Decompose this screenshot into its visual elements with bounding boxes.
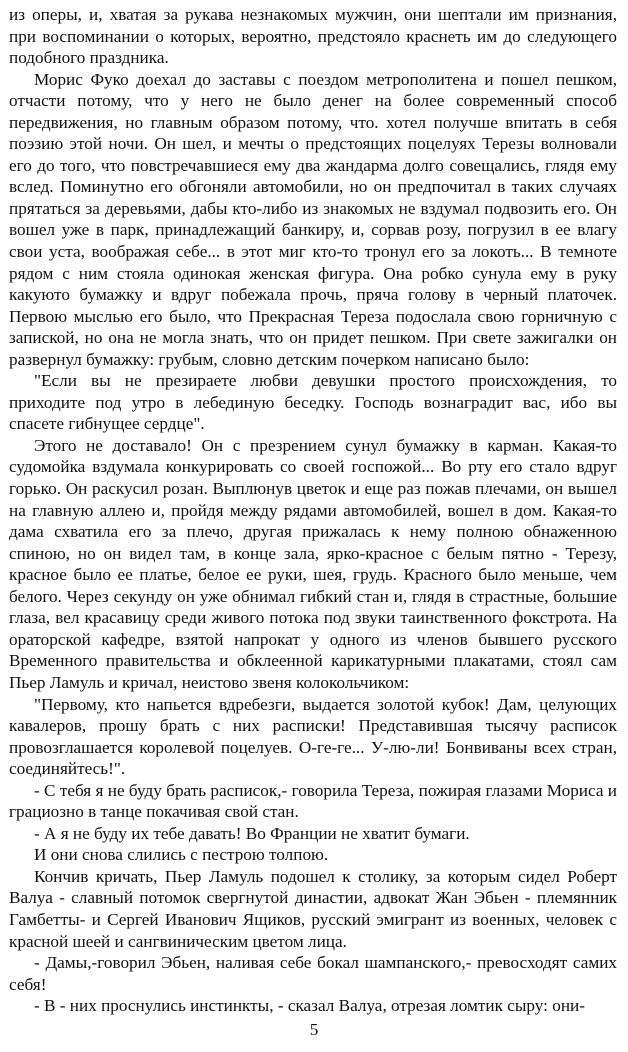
paragraph: "Первому, кто напьется вдребезги, выдается золотой кубок! Дам, целующих кавалеров, прошу брать с них расписки! Представившая тысячу расписок провозглашается королевой поцелуев. О-ге-ге... У-лю-ли! Бонвиваны всех стран, соединяйтесь!". bbox=[9, 694, 617, 779]
paragraph: - Дамы,-говорил Эбьен, наливая себе бокал шампанского,- превосходят самих себя! bbox=[9, 953, 617, 994]
page-number: 5 bbox=[309, 1020, 319, 1039]
paragraph: И они снова слились с пестрою толпою. bbox=[34, 845, 329, 865]
paragraph: из оперы, и, хватая за рукава незнакомых мужчин, они шептали им признания, при воспоминании о которых, вероятно, предстояло краснеть им до следующего подобного праздника. bbox=[9, 5, 617, 68]
paragraph: Кончив кричать, Пьер Ламуль подошел к столику, за которым сидел Роберт Валуа - славный потомок свергнутой династии, адвокат Жан Эбьен - племянник Гамбетты- и Сергей Иванович Ящиков, русский эмигрант из военных, человек с красной шеей и сангвиническим цветом лица. bbox=[9, 866, 617, 951]
paragraph: - В - них проснулись инстинкты, - сказал Валуа, отрезая ломтик сыру: они- bbox=[34, 996, 585, 1016]
paragraph: "Если вы не презираете любви девушки простого происхождения, то приходите под утро в лебединую беседку. Господь вознаградит вас, ибо вы спасете гибнущее сердце". bbox=[9, 371, 617, 434]
body-text bbox=[9, 4, 617, 1017]
paragraph: Этого не доставало! Он с презрением сунул бумажку в карман. Какая-то судомойка вздумала конкурировать со своей госпожой... Во рту его стало вдруг горько. Он раскусил розан. Выплюнув цветок и еще раз пожав плечами, он вышел на главную аллею и, пройдя между рядами автомобилей, вошел в дом. Какая-то дама схватила его за плечо, другая прижалась к нему полною обнаженною спиною, но он видел там, в конце зала, ярко-красное с белым пятно - Терезу, красное было ее платье, белое ее руки, шея, грудь. Красного было меньше, чем белого. Через секунду он уже обнимал гибкий стан и, глядя в страстные, большие глаза, вел красавицу среди живого потока под звуки таинственного фокстрота. На ораторской кафедре, взятой напрокат у одного из членов бывшего русского Временного правительства и обклеенной карикатурными плакатами, стоял сам Пьер Ламуль и кричал, неистово звеня колокольчиком: bbox=[9, 435, 617, 692]
paragraph: Морис Фуко доехал до заставы с поездом метрополитена и пошел пешком, отчасти потому, что у него не было денег на более современный способ передвижения, но главным образом потому, что. хотел получше впитать в себя поэзию этой ночи. Он шел, и мечты о предстоящих поцелуях Терезы волновали его до того, что повстречавшиеся ему два жандарма долго совещались, глядя ему вслед. Поминутно его обгоняли автомобили, но он предпочитал в таких случаях прятаться за деревьями, дабы кто-либо из знакомых не вздумал подвозить его. Он вошел уже в парк, принадлежащий банкиру, и, сорвав розу, погрузил в ее влагу свои уста, воображая себе... в этот миг кто-то тронул его за локоть... В темноте рядом с ним стояла одинокая женская фигура. Она робко сунула ему в руку какуюто бумажку и вдруг побежала прочь, пряча голову в черный платочек. Первою мыслью его было, что Прекрасная Тереза подослала свою горничную с запиской, но она не могла знать, что он придет пешком. При свете зажигалки он развернул бумажку: грубым, словно детским почерком написано было: bbox=[9, 69, 617, 369]
paragraph: - А я не буду их тебе давать! Во Франции не хватит бумаги. bbox=[34, 823, 470, 843]
paragraph: - С тебя я не буду брать расписок,- говорила Тереза, пожирая глазами Мориса и грациозно в танце покачивая свой стан. bbox=[9, 780, 617, 822]
